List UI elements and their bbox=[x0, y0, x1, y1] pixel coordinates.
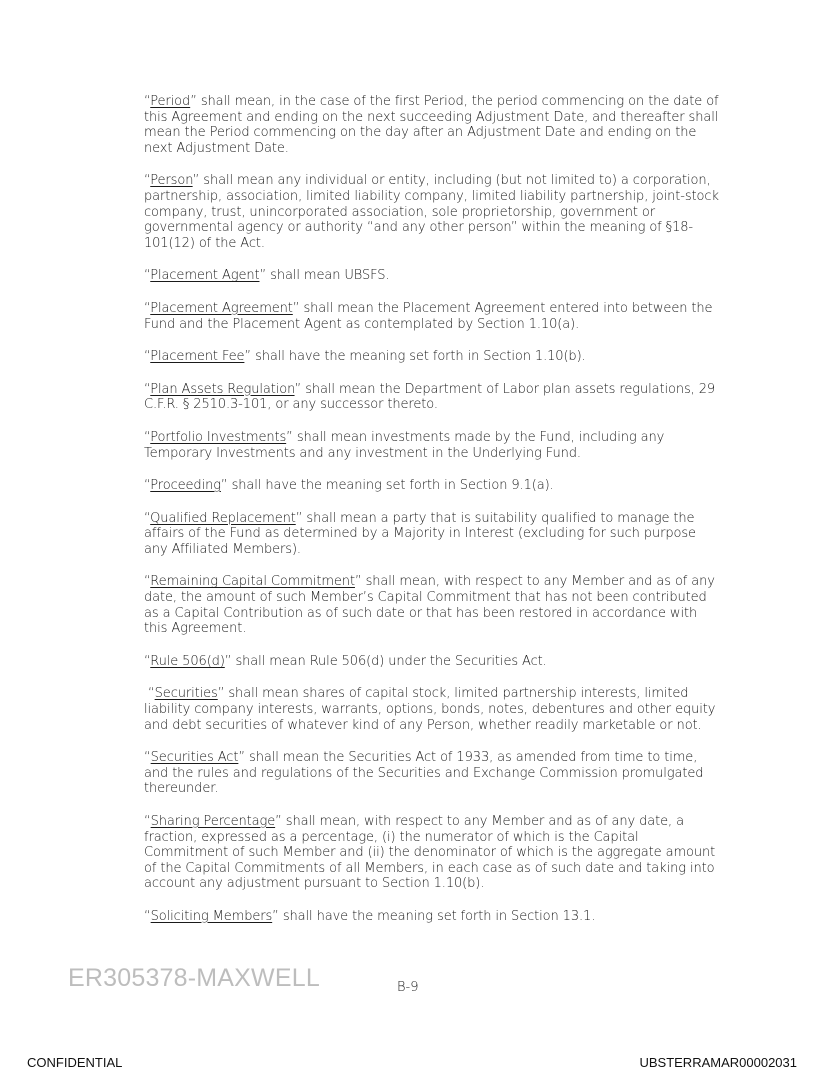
defined-term: Placement Agent bbox=[150, 268, 260, 284]
open-quote: “ bbox=[144, 94, 151, 109]
open-quote: “ bbox=[144, 429, 151, 445]
confidential-label: CONFIDENTIAL bbox=[27, 1055, 123, 1070]
definition-securities-act bbox=[144, 750, 720, 797]
defined-term: Soliciting Members bbox=[150, 908, 273, 924]
definition-text: ” shall mean, with respect to any Member and as of any date, the amount of such Member’s Capital Commitment that has not been contributed as a Capital Contribution as of such date or that has been restored in accordance with this Agreement. bbox=[144, 574, 715, 637]
definition-text: ” shall have the meaning set forth in Section 9.1(a). bbox=[220, 478, 554, 494]
definition-qualified-replacement bbox=[144, 511, 720, 558]
definition-rule-506d bbox=[144, 654, 720, 670]
open-quote: “ bbox=[144, 574, 151, 590]
definition-text: ” shall mean, in the case of the first Period, the period commencing on the date of this Agreement and ending on the next succeeding Adjustment Date, and thereafter shall mean the Period commencing on the day after an Adjustment Date and ending on the next Adjustment Date. bbox=[144, 94, 719, 156]
definition-remaining-capital-commitment bbox=[144, 574, 720, 636]
defined-term: Securities Act bbox=[150, 750, 239, 766]
definition-placement-agreement bbox=[144, 301, 720, 332]
definition-period bbox=[144, 94, 720, 156]
bates-number: UBSTERRAMAR00002031 bbox=[639, 1055, 797, 1070]
definition-proceeding bbox=[144, 478, 720, 494]
definition-sharing-percentage bbox=[144, 814, 720, 892]
definition-placement-fee bbox=[144, 349, 720, 365]
open-quote: “ bbox=[144, 268, 151, 284]
definition-securities bbox=[144, 686, 720, 733]
open-quote: “ bbox=[144, 653, 151, 669]
definition-text: ” shall have the meaning set forth in Section 1.10(b). bbox=[244, 349, 586, 365]
defined-term: Sharing Percentage bbox=[150, 814, 276, 829]
open-quote: “ bbox=[144, 300, 151, 316]
defined-term: Remaining Capital Commitment bbox=[150, 574, 355, 590]
defined-term: Securities bbox=[154, 686, 218, 702]
defined-term: Plan Assets Regulation bbox=[150, 381, 295, 397]
open-quote: “ bbox=[144, 349, 151, 365]
defined-term: Rule 506(d) bbox=[150, 653, 225, 669]
open-quote: “ bbox=[144, 478, 151, 494]
open-quote: “ bbox=[144, 510, 151, 526]
defined-term: Person bbox=[150, 173, 193, 189]
open-quote: “ bbox=[144, 814, 151, 829]
definition-text: ” shall mean a party that is suitability qualified to manage the affairs of the Fund as determined by a Majority in Interest (excluding for such purpose any Affiliated Members). bbox=[144, 510, 696, 557]
definition-text: ” shall mean, with respect to any Member and as of any date, a fraction, expressed as a percentage, (i) the numerator of which is the Capital Commitment of such Member and (ii) the denominator of which is the aggregate amount of the Capital Commitments of all Members, in each case as of such date and taking into account any adjustment pursuant to Section 1.10(b). bbox=[144, 814, 716, 892]
definition-person bbox=[144, 173, 720, 251]
defined-term: Proceeding bbox=[150, 478, 221, 494]
definition-text: ” shall mean any individual or entity, including (but not limited to) a corporation, partnership, association, limited liability company, limited liability partnership, joint-stock company, trust, unincorporated association, sole proprietorship, government or governmental agency or authority “and any other person” within the meaning of §18-101(12) of the Act. bbox=[144, 173, 719, 251]
page-number: B-9 bbox=[397, 980, 419, 995]
definition-text: ” shall mean the Department of Labor plan assets regulations, 29 C.F.R. § 2510.3-101, or any successor thereto. bbox=[144, 381, 716, 413]
defined-term: Placement Agreement bbox=[150, 300, 293, 316]
definition-text: ” shall mean shares of capital stock, limited partnership interests, limited liability company interests, warrants, options, bonds, notes, debentures and other equity and debt securities of whatever kind of any Person, whether readily marketable or not. bbox=[144, 686, 716, 733]
defined-term: Period bbox=[150, 94, 191, 109]
definition-placement-agent bbox=[144, 268, 720, 284]
exhibit-watermark: ER305378-MAXWELL bbox=[68, 964, 320, 992]
open-quote: “ bbox=[144, 381, 151, 397]
definitions-section bbox=[144, 94, 720, 942]
definition-plan-assets-regulation bbox=[144, 382, 720, 413]
definition-portfolio-investments bbox=[144, 430, 720, 461]
open-quote: “ bbox=[148, 686, 155, 702]
definition-text: ” shall mean UBSFS. bbox=[259, 268, 390, 284]
definition-text: ” shall have the meaning set forth in Section 13.1. bbox=[272, 908, 596, 924]
definition-soliciting-members bbox=[144, 909, 720, 925]
open-quote: “ bbox=[144, 173, 151, 189]
definition-text: ” shall mean investments made by the Fund, including any Temporary Investments and any investment in the Underlying Fund. bbox=[144, 429, 665, 461]
defined-term: Placement Fee bbox=[150, 349, 245, 365]
definition-text: ” shall mean Rule 506(d) under the Securities Act. bbox=[224, 653, 547, 669]
open-quote: “ bbox=[144, 750, 151, 766]
definition-text: ” shall mean the Placement Agreement entered into between the Fund and the Placement Agent as contemplated by Section 1.10(a). bbox=[144, 300, 713, 332]
defined-term: Portfolio Investments bbox=[150, 429, 287, 445]
definition-text: ” shall mean the Securities Act of 1933, as amended from time to time, and the rules and regulations of the Securities and Exchange Commission promulgated thereunder. bbox=[144, 750, 704, 797]
defined-term: Qualified Replacement bbox=[150, 510, 296, 526]
open-quote: “ bbox=[144, 908, 151, 924]
